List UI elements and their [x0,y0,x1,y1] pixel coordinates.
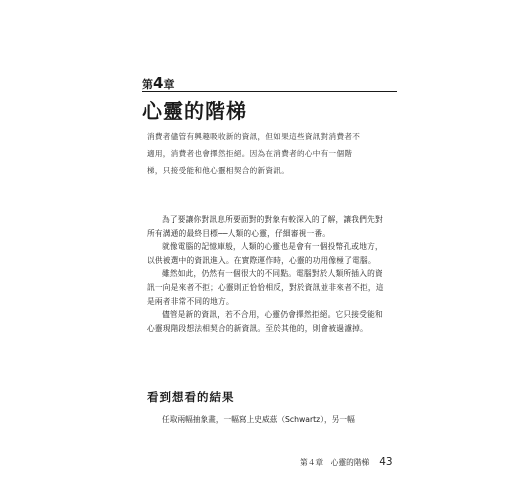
chapter-label [142,74,174,92]
section-heading: 看到想看的結果 [147,390,235,404]
epigraph-line: 消費者儘管有興趣吸收新的資訊，但如果這些資訊對消費者不 [147,132,361,141]
section-first-line: 任取兩幅抽象畫，一幅寫上史威茲（Schwartz），另一幅 [162,415,355,424]
chapter-rule [142,91,397,92]
epigraph-line: 適用，消費者也會擇然拒絕。因為在消費者的心中有一個階 [147,149,353,158]
page-number: 43 [379,456,393,468]
chapter-number: 4 [153,74,164,92]
body-paragraph: 為了要讓你對訊息所要面對的對象有較深入的了解，讓我們先對所有溝通的最終目標──人類的心靈，仔細審視一番。 [147,215,383,238]
epigraph-line: 梯，只接受能和他心靈相契合的新資訊。 [147,166,290,175]
running-head: 第４章 心靈的階梯 [300,458,370,467]
page-footer [300,456,393,468]
body-paragraph: 儘管是新的資訊，若不合用，心靈仍會擇然拒絕。它只接受能和心靈現階段想法相契合的新資訊。至於其他的，則會被過濾掉。 [147,310,383,333]
body-paragraph: 就像電腦的記憶庫般，人類的心靈也是會有一個投幣孔或地方，以供被選中的資訊進入。在實際運作時，心靈的功用像極了電腦。 [147,242,383,265]
chapter-epigraph [147,128,395,179]
body-text [147,213,389,335]
body-paragraph: 雖然如此，仍然有一個很大的不同點。電腦對於人類所插入的資訊一向是來者不拒；心靈則正恰恰相反，對於資訊並非來者不拒，這是兩者非常不同的地方。 [147,269,384,306]
chapter-label-suffix: 章 [163,78,175,91]
chapter-title: 心靈的階梯 [142,99,247,123]
chapter-label-prefix: 第 [142,78,153,91]
